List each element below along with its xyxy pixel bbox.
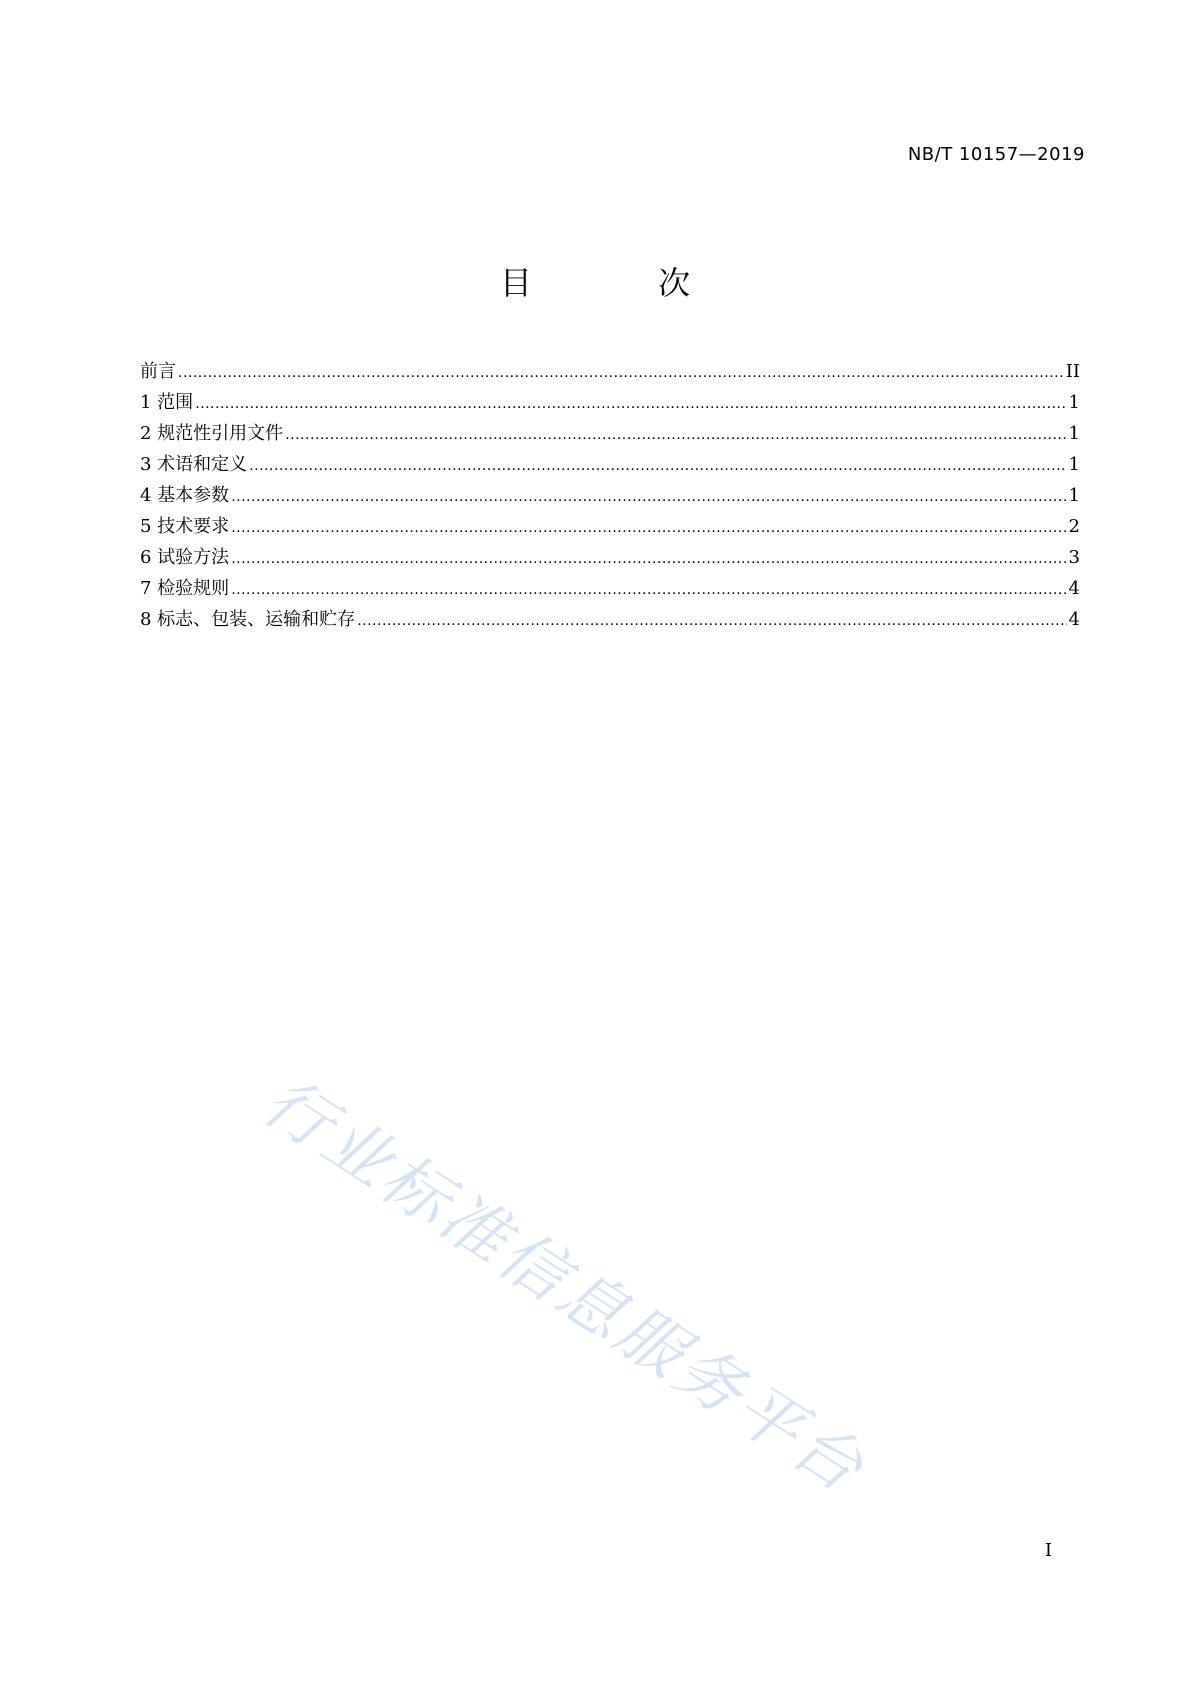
toc-entry-label: 7 检验规则 bbox=[140, 578, 230, 599]
toc-entry-test-methods[interactable] bbox=[140, 542, 1080, 573]
toc-leader-dots bbox=[231, 482, 1066, 513]
toc-entry-normative-references[interactable] bbox=[140, 418, 1080, 449]
toc-leader-dots bbox=[285, 420, 1066, 451]
page-number: I bbox=[1044, 1540, 1052, 1561]
toc-entry-marking-packaging[interactable] bbox=[140, 604, 1080, 635]
watermark: 行业标准信息服务平台 bbox=[249, 1062, 879, 1509]
toc-leader-dots bbox=[249, 451, 1066, 482]
toc-entry-page: 4 bbox=[1068, 609, 1080, 630]
toc-entry-label: 5 技术要求 bbox=[140, 516, 230, 537]
toc-leader-dots bbox=[231, 513, 1066, 544]
toc-leader-dots bbox=[231, 575, 1066, 606]
toc-entry-page: 1 bbox=[1068, 454, 1080, 475]
toc-entry-terms[interactable] bbox=[140, 449, 1080, 480]
toc-entry-page: 1 bbox=[1068, 392, 1080, 413]
toc-entry-page: II bbox=[1065, 361, 1080, 382]
toc-leader-dots bbox=[357, 606, 1066, 637]
toc-entry-page: 1 bbox=[1068, 423, 1080, 444]
toc-leader-dots bbox=[231, 544, 1066, 575]
toc-entry-inspection-rules[interactable] bbox=[140, 573, 1080, 604]
toc-title: 目 次 bbox=[499, 264, 749, 302]
toc-entry-foreword[interactable] bbox=[140, 356, 1080, 387]
toc-entry-label: 4 基本参数 bbox=[140, 485, 230, 506]
toc-entry-page: 3 bbox=[1068, 547, 1080, 568]
standard-code: NB/T 10157—2019 bbox=[907, 144, 1085, 165]
toc-entry-label: 前言 bbox=[140, 361, 176, 382]
toc-leader-dots bbox=[178, 358, 1064, 389]
toc-entry-basic-parameters[interactable] bbox=[140, 480, 1080, 511]
toc-entry-page: 4 bbox=[1068, 578, 1080, 599]
toc-leader-dots bbox=[195, 389, 1066, 420]
toc-list bbox=[140, 356, 1080, 635]
toc-entry-page: 1 bbox=[1068, 485, 1080, 506]
toc-entry-label: 3 术语和定义 bbox=[140, 454, 248, 475]
toc-entry-page: 2 bbox=[1068, 516, 1080, 537]
toc-entry-label: 6 试验方法 bbox=[140, 547, 230, 568]
toc-entry-technical-requirements[interactable] bbox=[140, 511, 1080, 542]
toc-entry-label: 2 规范性引用文件 bbox=[140, 423, 284, 444]
toc-entry-label: 1 范围 bbox=[140, 392, 194, 413]
toc-entry-label: 8 标志、包装、运输和贮存 bbox=[140, 609, 356, 630]
toc-entry-scope[interactable] bbox=[140, 387, 1080, 418]
